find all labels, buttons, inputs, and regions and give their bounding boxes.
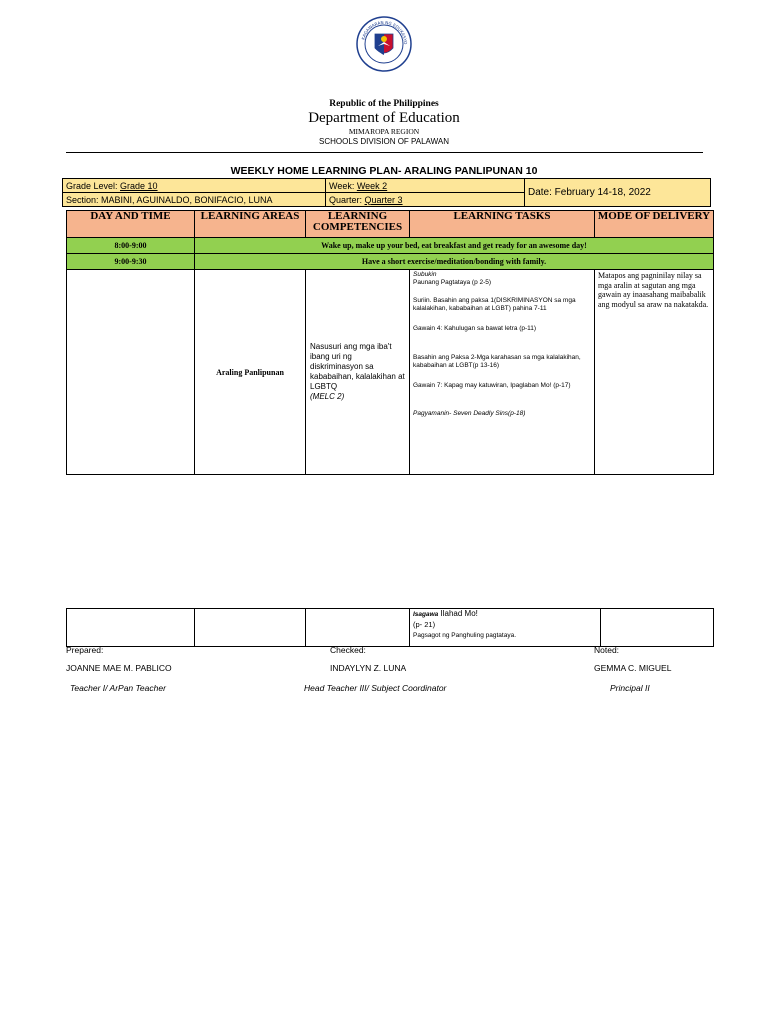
continuation-competency-cell [306, 609, 410, 647]
competency-text: Nasusuri ang mga iba't ibang uri ng diskriminasyon sa kababaihan, kalalakihan at LGBTQ [310, 342, 405, 391]
continuation-table [66, 608, 714, 647]
header-day-time: DAY AND TIME [67, 211, 195, 238]
task-item: Pagyamanin- Seven Deadly Sins(p-18) [413, 410, 526, 417]
routine-time: 9:00-9:30 [67, 254, 195, 270]
info-table [62, 178, 711, 207]
learning-tasks-cell [410, 270, 595, 475]
division-heading: SCHOOLS DIVISION OF PALAWAN [319, 137, 449, 146]
prepared-title: Teacher I/ ArPan Teacher [70, 683, 166, 693]
task-item: Basahin ang Paksa 2-Mga karahasan sa mga kalalakihan, kababaihan at LGBT(p 13-16) [413, 354, 581, 369]
region-heading: MIMAROPA REGION [348, 127, 420, 136]
quarter-label: Quarter: [329, 194, 365, 205]
learning-area-cell: Araling Panlipunan [195, 270, 306, 475]
task-page: (p- 21) [413, 620, 436, 629]
noted-title: Principal II [610, 683, 650, 693]
routine-activity: Wake up, make up your bed, eat breakfast and get ready for an awesome day! [195, 238, 714, 254]
continuation-day-cell [67, 609, 195, 647]
grade-value: Grade 10 [120, 180, 158, 191]
noted-label: Noted: [594, 645, 620, 655]
grade-label: Grade Level: [66, 180, 121, 191]
week-cell [326, 179, 525, 193]
routine-time: 8:00-9:00 [67, 238, 195, 254]
learning-plan-table [66, 210, 714, 475]
task-item: Gawain 7: Kapag may katuwiran, Ipaglaban Mo! (p-17) [413, 382, 571, 389]
checked-label: Checked: [330, 645, 366, 655]
week-value: Week 2 [356, 180, 388, 191]
day-time-cell [67, 270, 195, 475]
checked-title: Head Teacher III/ Subject Coordinator [304, 683, 447, 693]
header-mode-of-delivery: MODE OF DELIVERY [595, 211, 714, 238]
competency-cell [306, 270, 410, 475]
seal-text: KAGAWARAN NG EDUKASYO [360, 19, 409, 45]
task-isagawa: Isagawa [413, 611, 439, 618]
routine-activity: Have a short exercise/meditation/bonding with family. [195, 254, 714, 270]
task-ilahad: Ilahad Mo! [438, 609, 478, 618]
republic-heading: Republic of the Philippines [329, 99, 439, 109]
continuation-mode-cell [601, 609, 714, 647]
competency-melc: (MELC 2) [310, 392, 345, 401]
header-learning-competencies: LEARNING COMPETENCIES [306, 211, 410, 238]
header-divider [66, 152, 703, 153]
department-heading: Department of Education [308, 110, 460, 126]
checked-name: INDAYLYN Z. LUNA [330, 663, 407, 673]
grade-level-cell [63, 179, 326, 193]
task-final-assessment: Pagsagot ng Panghuling pagtataya. [413, 632, 517, 639]
deped-seal-logo [356, 16, 412, 72]
header-learning-tasks: LEARNING TASKS [410, 211, 595, 238]
week-label: Week: [329, 180, 357, 191]
continuation-tasks-cell [410, 609, 601, 647]
noted-name: GEMMA C. MIGUEL [594, 663, 672, 673]
quarter-cell [326, 193, 525, 207]
prepared-name: JOANNE MAE M. PABLICO [66, 663, 172, 673]
prepared-label: Prepared: [66, 645, 104, 655]
quarter-value: Quarter 3 [364, 194, 403, 205]
task-item: Gawain 4: Kahulugan sa bawat letra (p-11) [413, 325, 537, 332]
date-cell: Date: February 14-18, 2022 [525, 179, 711, 207]
task-item: Paunang Pagtataya (p 2-5) [413, 279, 492, 286]
plan-title: WEEKLY HOME LEARNING PLAN- ARALING PANLIPUNAN 10 [230, 165, 538, 177]
continuation-area-cell [195, 609, 306, 647]
header-learning-areas: LEARNING AREAS [195, 211, 306, 238]
mode-of-delivery-cell: Matapos ang pagninilay nilay sa mga aralin at sagutan ang mga gawain ay inaasahang maibabalik ang modyul sa araw na nakatakda. [595, 270, 714, 475]
task-item: Suriin. Basahin ang paksa 1(DISKRIMINASYON sa mga kalalakihan, kababaihan at LGBT) pahina 7-11 [413, 297, 576, 312]
task-subukin: Subukin [413, 271, 437, 278]
section-cell: Section: MABINI, AGUINALDO, BONIFACIO, LUNA [63, 193, 326, 207]
